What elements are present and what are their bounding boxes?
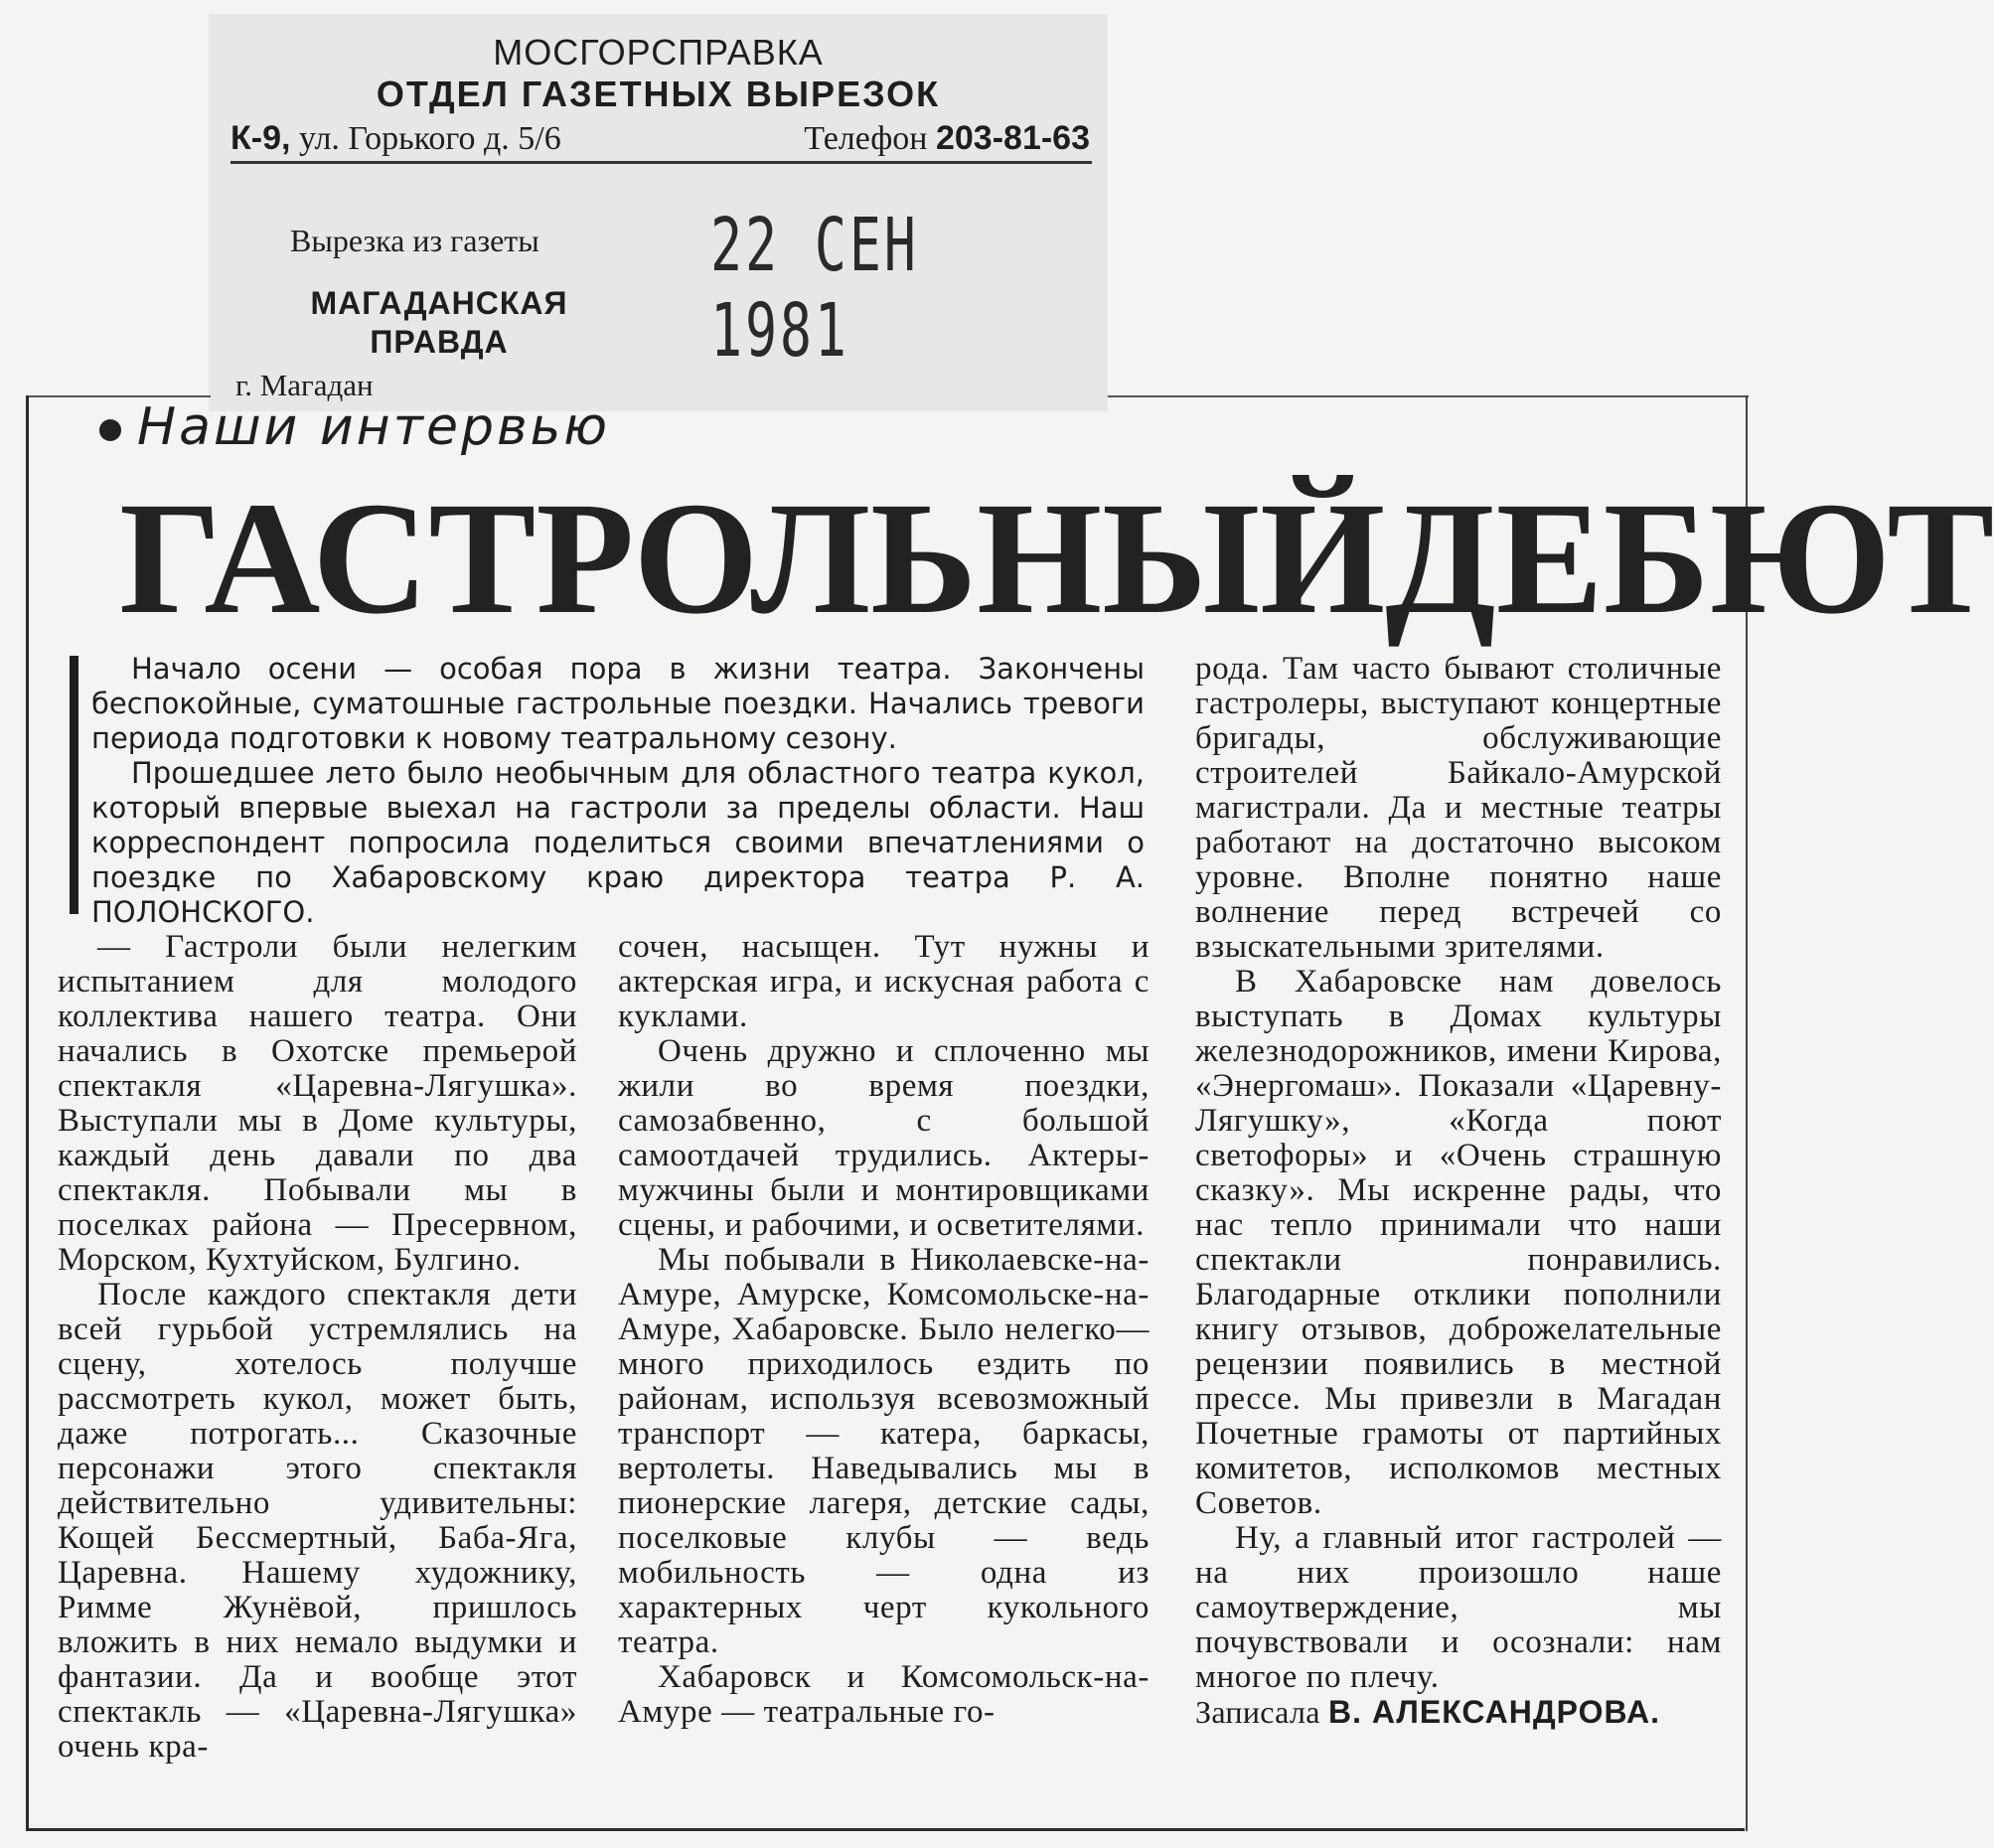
article-title	[119, 470, 1994, 648]
paragraph: сочен, насыщен. Тут нужны и актерская игра, и искусная работа с куклами.	[618, 929, 1150, 1034]
label-cut-from: Вырезка из газеты	[290, 223, 539, 258]
frame-bottom	[26, 1828, 1745, 1831]
article-lead	[91, 652, 1145, 930]
label-newspaper: МАГАДАНСКАЯ ПРАВДА	[310, 285, 568, 360]
paragraph: Ну, а главный итог гастролей — на них произошло наше самоутверждение, мы почувствовали и осознали: нам многое по плечу.	[1195, 1520, 1722, 1695]
archive-label	[209, 14, 1108, 411]
frame-top-right	[1108, 395, 1749, 397]
label-department: ОТДЕЛ ГАЗЕТНЫХ ВЫРЕЗОК	[376, 74, 941, 114]
paragraph: — Гастроли были нелегким испытанием для молодого коллектива нашего театра. Они начались в Охотске премьерой спектакля «Царевна-Лягушка». Выступали мы в Доме культуры, каждый день давали по два спектакля. Побывали мы в поселках района — Пресервном, Морском, Кухтуйском, Булгино.	[58, 929, 577, 1278]
column-3	[1195, 652, 1722, 1730]
label-city: г. Магадан	[235, 368, 374, 402]
date-stamp: 22 СЕН 1981	[710, 203, 919, 374]
title-word-2: ДЕБЮТ	[1385, 470, 1994, 648]
label-phone	[804, 119, 1090, 158]
label-address	[230, 119, 561, 158]
rubric-text: Наши интервью	[137, 397, 611, 457]
label-address-street: ул. Горького д. 5/6	[290, 120, 561, 157]
rubric	[99, 397, 610, 457]
paragraph: Хабаровск и Комсомольск-на-Амуре — театральные го-	[618, 1659, 1150, 1730]
lead-paragraph: Прошедшее лето было необычным для областного театра кукол, который впервые выехал на гастроли за пределы области. Наш корреспондент попросила поделиться своими впечатлениями о поездке по Хабаровскому краю директора театра Р. А. ПОЛОНСКОГО.	[91, 756, 1145, 929]
paragraph: Мы побывали в Николаевске-на-Амуре, Амурске, Комсомольске-на-Амуре, Хабаровске. Было нелегко—много приходилось ездить по районам, используя всевозможный транспорт — катера, баркасы, вертолеты. Наведывались мы в пионерские лагеря, детские сады, поселковые клубы — ведь мобильность — одна из характерных черт кукольного театра.	[618, 1242, 1150, 1660]
frame-left	[26, 395, 29, 1831]
column-2	[618, 930, 1150, 1730]
label-phone-number: 203-81-63	[935, 119, 1090, 157]
lead-paragraph: Начало осени — особая пора в жизни театра. Закончены беспокойные, суматошные гастрольные поездки. Начались тревоги периода подготовки к новому театральному сезону.	[91, 652, 1145, 755]
label-phone-caption: Телефон	[804, 120, 936, 157]
paragraph: В Хабаровске нам довелось выступать в Домах культуры железнодорожников, имени Кирова, «Энергомаш». Показали «Царевну-Лягушку», «Когда поют светофоры» и «Очень страшную сказку». Мы искренне рады, что нас тепло принимали что наши спектакли понравились. Благодарные отклики пополнили книгу отзывов, доброжелательные рецензии появились в местной прессе. Мы привезли в Магадан Почетные грамоты от партийных комитетов, исполкомов местных Советов.	[1195, 964, 1722, 1521]
bullet-icon	[99, 419, 121, 441]
lead-bar	[70, 656, 78, 914]
paragraph: Очень дружно и сплоченно мы жили во время поездки, самозабвенно, с большой самоотдачей трудились. Актеры-мужчины были и монтировщиками сцены, и рабочими, и осветителями.	[618, 1033, 1150, 1243]
label-divider	[230, 161, 1092, 164]
column-1	[58, 930, 577, 1765]
paragraph: рода. Там часто бывают столичные гастролеры, выступают концертные бригады, обслуживающие строителей Байкало-Амурской магистрали. Да и местные театры работают на достаточно высоком уровне. Вполне понятно наше волнение перед встречей со взыскательными зрителями.	[1195, 651, 1722, 965]
label-address-code: К-9,	[230, 119, 291, 157]
label-organization: МОСГОРСПРАВКА	[493, 32, 824, 73]
signature-label: Записала	[1195, 1694, 1329, 1730]
signature	[1195, 1695, 1722, 1730]
signature-name: В. АЛЕКСАНДРОВА.	[1328, 1694, 1660, 1730]
title-word-1: ГАСТРОЛЬНЫЙ	[119, 470, 1386, 648]
paragraph: После каждого спектакля дети всей гурьбой устремлялись на сцену, хотелось получше рассмотреть кукол, может быть, даже потрогать... Сказочные персонажи этого спектакля действительно удивительны: Кощей Бессмертный, Баба-Яга, Царевна. Нашему художнику, Римме Жунёвой, пришлось вложить в них немало выдумки и фантазии. Да и вообще этот спектакль — «Царевна-Лягушка» очень кра-	[58, 1277, 577, 1765]
